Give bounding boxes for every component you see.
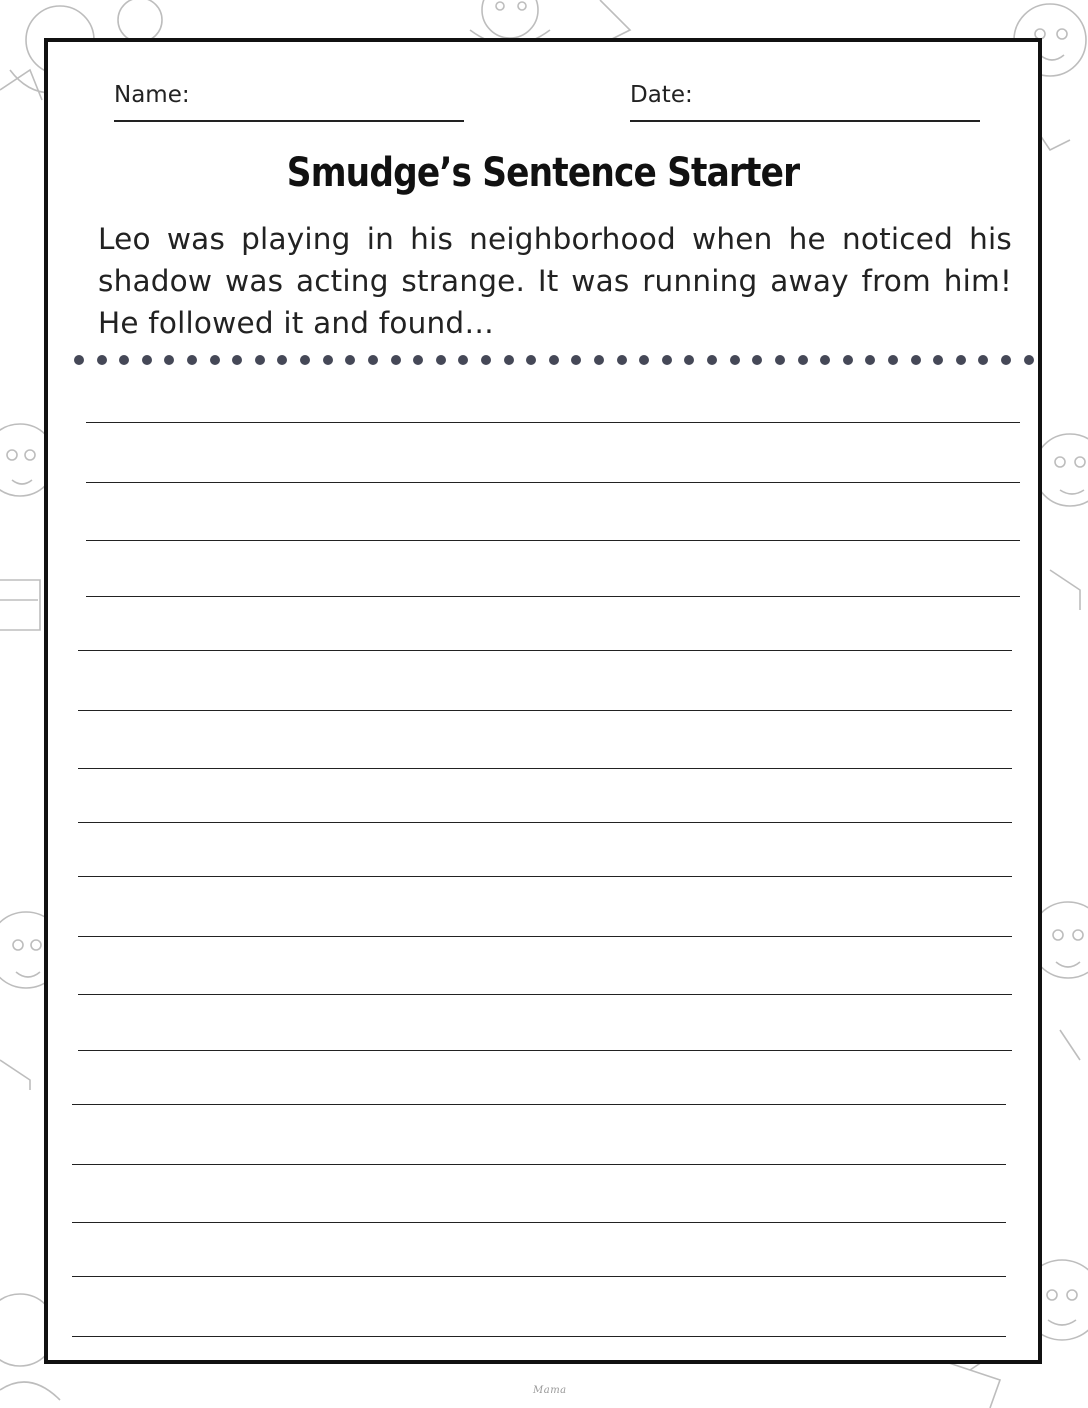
writing-line[interactable]: [78, 650, 1012, 651]
divider-dot: [617, 355, 627, 365]
divider-dot: [730, 355, 740, 365]
divider-dot: [300, 355, 310, 365]
divider-dot: [210, 355, 220, 365]
divider-dot: [368, 355, 378, 365]
divider-dot: [662, 355, 672, 365]
divider-dot: [1024, 355, 1034, 365]
writing-line[interactable]: [72, 1336, 1006, 1337]
divider-dot: [142, 355, 152, 365]
divider-dot: [345, 355, 355, 365]
divider-dot: [798, 355, 808, 365]
divider-dot: [232, 355, 242, 365]
writing-line[interactable]: [78, 936, 1012, 937]
divider-dot: [481, 355, 491, 365]
page-title: Smudge’s Sentence Starter: [286, 150, 800, 196]
date-label: Date:: [630, 82, 693, 108]
divider-dot: [74, 355, 84, 365]
divider-dot: [391, 355, 401, 365]
divider-dot: [413, 355, 423, 365]
divider-dot: [571, 355, 581, 365]
divider-dot: [707, 355, 717, 365]
dotted-divider: [74, 354, 1034, 366]
divider-dot: [865, 355, 875, 365]
divider-dot: [436, 355, 446, 365]
divider-dot: [549, 355, 559, 365]
date-field[interactable]: [630, 120, 980, 122]
divider-dot: [933, 355, 943, 365]
writing-line[interactable]: [78, 822, 1012, 823]
divider-dot: [1001, 355, 1011, 365]
divider-dot: [639, 355, 649, 365]
writing-line[interactable]: [78, 768, 1012, 769]
divider-dot: [820, 355, 830, 365]
writing-line[interactable]: [86, 482, 1020, 483]
brand-logo-text: Mama: [533, 1385, 567, 1396]
name-field[interactable]: [114, 120, 464, 122]
writing-line[interactable]: [86, 540, 1020, 541]
divider-dot: [843, 355, 853, 365]
divider-dot: [97, 355, 107, 365]
writing-line[interactable]: [78, 710, 1012, 711]
divider-dot: [458, 355, 468, 365]
brand-logo: [531, 1377, 567, 1404]
story-prompt: Leo was playing in his neighborhood when he noticed his shadow was acting strange. It was running away from him! He followed it and found…: [98, 222, 1012, 340]
divider-dot: [164, 355, 174, 365]
divider-dot: [956, 355, 966, 365]
divider-dot: [752, 355, 762, 365]
name-label: Name:: [114, 82, 190, 108]
divider-dot: [323, 355, 333, 365]
divider-dot: [911, 355, 921, 365]
divider-dot: [775, 355, 785, 365]
divider-dot: [888, 355, 898, 365]
writing-line[interactable]: [86, 596, 1020, 597]
divider-dot: [594, 355, 604, 365]
divider-dot: [187, 355, 197, 365]
writing-line[interactable]: [72, 1164, 1006, 1165]
writing-line[interactable]: [72, 1222, 1006, 1223]
worksheet-frame: [44, 38, 1042, 1364]
writing-line[interactable]: [78, 876, 1012, 877]
divider-dot: [526, 355, 536, 365]
divider-dot: [277, 355, 287, 365]
writing-line[interactable]: [78, 1050, 1012, 1051]
divider-dot: [684, 355, 694, 365]
divider-dot: [119, 355, 129, 365]
divider-dot: [255, 355, 265, 365]
divider-dot: [978, 355, 988, 365]
divider-dot: [504, 355, 514, 365]
writing-line[interactable]: [86, 422, 1020, 423]
writing-line[interactable]: [72, 1276, 1006, 1277]
brand-logo-mark: [531, 1377, 567, 1401]
writing-line[interactable]: [72, 1104, 1006, 1105]
writing-line[interactable]: [78, 994, 1012, 995]
